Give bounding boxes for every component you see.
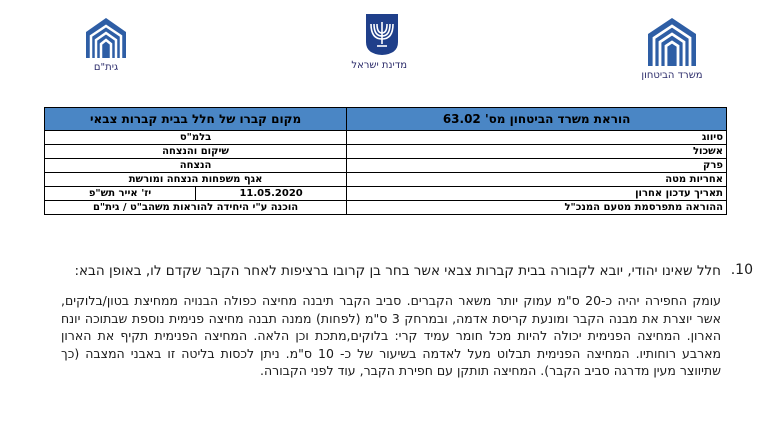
row-label: אשכול	[347, 145, 727, 159]
directive-body	[61, 262, 753, 380]
state-emblem	[351, 12, 407, 71]
update-date-gregorian: 11.05.2020	[196, 187, 347, 201]
directive-header-table	[44, 107, 727, 215]
state-caption: מדינת ישראל	[351, 60, 407, 71]
table-row	[45, 173, 727, 187]
row-value: הנצחה	[45, 159, 347, 173]
row-label: אחריות מטה	[347, 173, 727, 187]
row-label: ההוראה מתפרסמת מטעם המנכ"ל	[347, 201, 727, 215]
menorah-emblem-icon	[364, 12, 400, 56]
row-label: פרק	[347, 159, 727, 173]
table-row	[45, 131, 727, 145]
row-value: שיקום והנצחה	[45, 145, 347, 159]
mod-caption: משרד הביטחון	[641, 70, 703, 81]
table-row	[45, 187, 727, 201]
update-date-hebrew: יז' אייר תש"פ	[45, 187, 196, 201]
row-value: אגף משפחות הנצחה ומורשת	[45, 173, 347, 187]
table-row	[45, 159, 727, 173]
directive-number: הוראת משרד הביטחון מס' 63.02	[347, 108, 727, 131]
mod-logo	[633, 14, 711, 81]
item-text: חלל שאינו יהודי, יובא לקבורה בבית קברות צבאי אשר בחר בן קרובו ברציפות לאחר הקבר שקדם לו, באופן הבא:	[74, 263, 721, 279]
row-label: תאריך עדכון אחרון	[347, 187, 727, 201]
directive-title: מקום קברו של חלל בבית קברות צבאי	[45, 108, 347, 131]
mod-emblem-icon	[645, 14, 699, 66]
gitam-caption: גית"ם	[93, 62, 119, 73]
table-row	[45, 201, 727, 215]
row-value: הוכנה ע"י היחידה להוראות משהב"ט / גית"ם	[45, 201, 347, 215]
item-number: 10.	[730, 262, 753, 278]
row-value: בלמ"ס	[45, 131, 347, 145]
header-title-row	[45, 108, 727, 131]
body-paragraph: עומק החפירה יהיה כ-20 ס"מ עמוק יותר משאר הקברים. סביב הקבר תיבנה מחיצה כפולה הבנויה ממחיצת בטון/בלוקים, אשר יוצרת את מבנה הקבר ומונעת קריסת אדמה, ובמרחק 3 ס"מ (לפחות) ממנה תבנה מחיצה פנימית נוספת שבתוכה יונח הארון. המחיצה הפנימית יכולה להיות מכל חומר עמיד קרי: בלוקים,מתכת וכן הלאה. המחיצה הפנימית תקיף את הארון מארבע רוחותיו. המחיצה הפנימית תבלוט מעל לאדמה בשיעור של כ- 10 ס"מ. ניתן לכסות בליטה זו באבני המצבה (כך שתיווצר מעין מדרגה סביב הקבר). המחיצה תותקן עם חפירת הקבר, עוד לפני הקבורה.	[61, 293, 722, 379]
gitam-logo	[75, 14, 137, 73]
row-label: סיווג	[347, 131, 727, 145]
gitam-emblem-icon	[83, 14, 129, 58]
table-row	[45, 145, 727, 159]
